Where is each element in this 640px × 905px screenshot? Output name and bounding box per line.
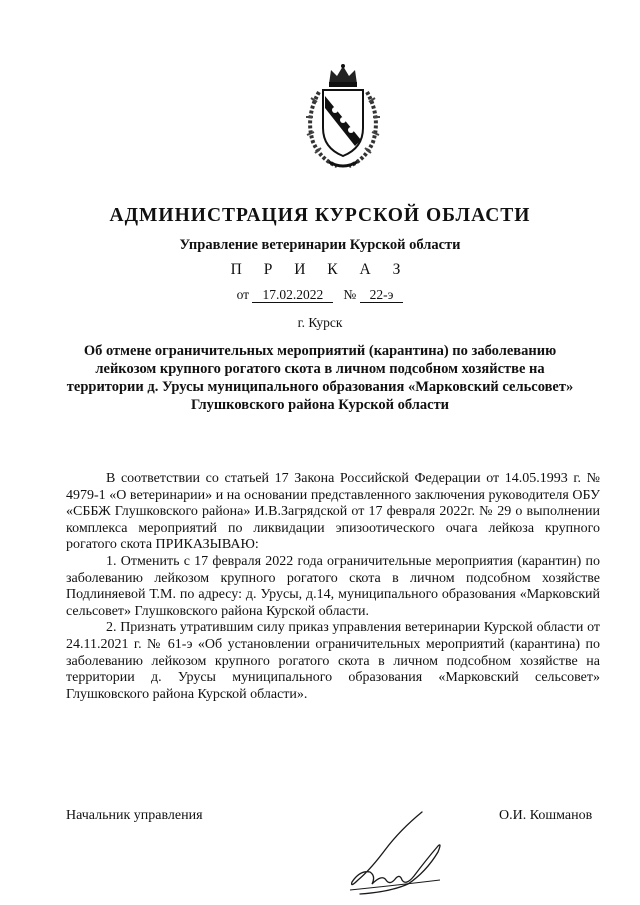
order-item-2: 2. Признать утратившим силу приказ управления ветеринарии Курской области от 24.11.2021 г. № 61-э «Об установлении ограничительных мероприятий (карантина) по заболеванию лейкозом крупного рогатого скота в личном подсобном хозяйстве на территории д. Урусы муниципального образования «Марковский сельсовет» Глушковского района Курской области». <box>66 620 600 702</box>
order-number: 22-э <box>360 288 404 303</box>
signer-position: Начальник управления <box>66 808 203 823</box>
date-number-line <box>0 287 640 303</box>
organization-name: АДМИНИСТРАЦИЯ КУРСКОЙ ОБЛАСТИ <box>109 205 531 226</box>
number-prefix: № <box>343 287 357 302</box>
signer-name: О.И. Кошманов <box>499 808 593 823</box>
document-type: П Р И К А З <box>230 261 410 278</box>
department-name: Управление ветеринарии Курской области <box>179 237 461 253</box>
order-body <box>66 471 600 703</box>
date-prefix: от <box>236 287 250 302</box>
intro-paragraph: В соответствии со статьей 17 Закона Российской Федерации от 14.05.1993 г. № 4979-1 «О ветеринарии» и на основании представленного заключения руководителя ОБУ «СББЖ Глушковского района» И.В.Загрядской от 17 февраля 2022г. № 29 о выполнении комплекса мероприятий по ликвидации эпизоотического очага лейкоза крупного рогатого скота ПРИКАЗЫВАЮ: <box>66 471 600 553</box>
city: г. Курск <box>297 315 343 330</box>
order-title: Об отмене ограничительных мероприятий (карантина) по заболеванию лейкозом крупного рогатого скота в личном подсобном хозяйстве на территории д. Урусы муниципального образования «Марковский сельсовет» Глушковского района Курской области <box>66 343 574 413</box>
handwritten-signature <box>330 810 455 895</box>
order-date: 17.02.2022 <box>252 288 333 303</box>
kursk-coat-of-arms-icon <box>299 62 387 174</box>
order-item-1: 1. Отменить с 17 февраля 2022 года ограничительные мероприятия (карантин) по заболеванию лейкозом крупного рогатого скота в личном подсобном хозяйстве Подлиняевой Т.М. по адресу: д. Урусы, д.14, муниципального образования «Марковский сельсовет» Глушковского района Курской области. <box>66 553 600 619</box>
